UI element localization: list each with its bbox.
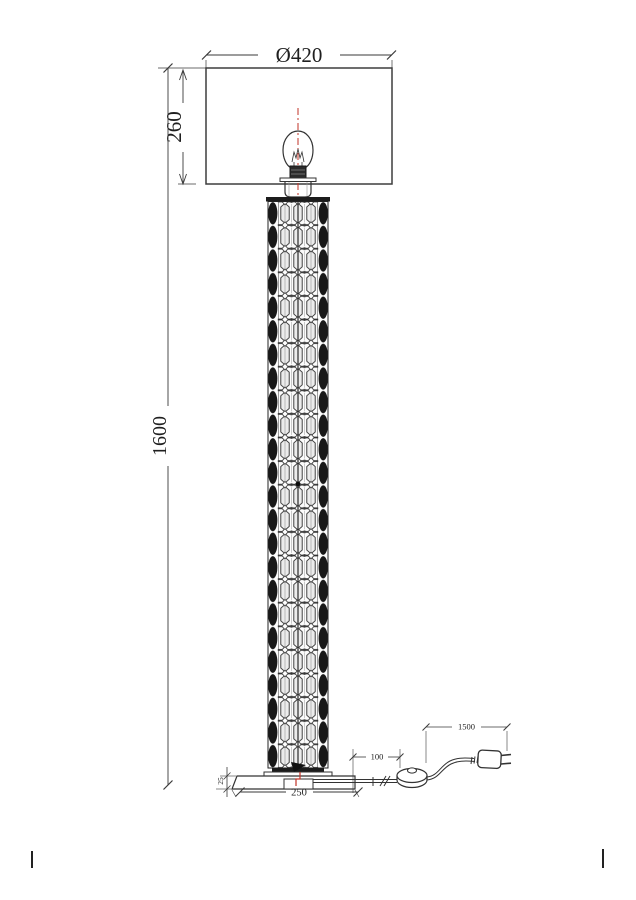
column-top-cap <box>266 197 330 202</box>
dim-label-shade-height: 260 <box>162 111 186 143</box>
plug-prong <box>501 763 511 764</box>
crop-marks <box>32 849 603 868</box>
dim-label-cord-length: 1500 <box>458 721 475 732</box>
dim-label-shade-diameter: Ø420 <box>275 43 323 67</box>
bulb-socket <box>290 166 306 178</box>
plug-prong <box>501 755 511 756</box>
dim-label-switch-distance: 100 <box>370 751 384 762</box>
crystal-column <box>264 197 332 776</box>
dim-label-base-width: 250 <box>291 787 307 799</box>
power-plug <box>471 750 511 769</box>
dim-label-base-thickness: 25 <box>216 777 225 785</box>
dim-label-total-height: 1600 <box>149 416 171 456</box>
foot-switch <box>397 768 427 788</box>
column-joint-dot <box>296 482 301 487</box>
switch-button <box>408 768 417 773</box>
socket-flange <box>280 178 316 182</box>
